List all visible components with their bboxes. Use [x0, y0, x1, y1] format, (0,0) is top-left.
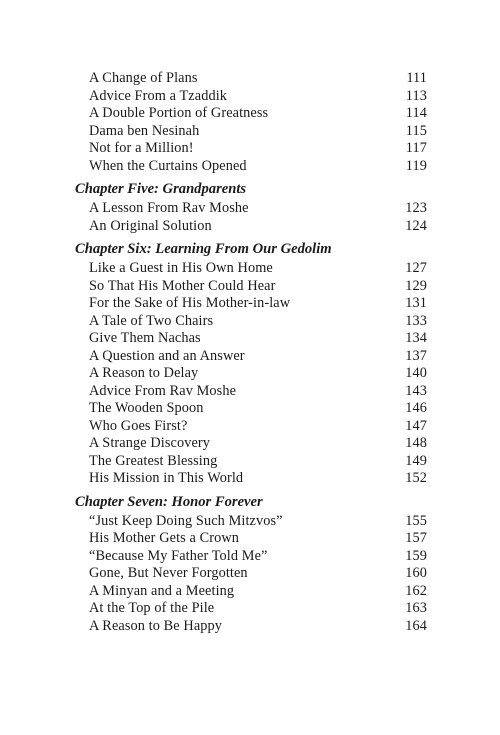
toc-entry	[75, 140, 427, 158]
entry-page-number: 133	[405, 312, 427, 329]
entry-page-number: 146	[405, 400, 427, 416]
chapter-heading: Chapter Five: Grandparents	[75, 181, 247, 197]
entry-title: When the Curtains Opened	[89, 157, 247, 174]
entry-title: The Wooden Spoon	[89, 400, 204, 416]
entry-page-number: 127	[405, 260, 427, 276]
toc-entry	[75, 200, 427, 218]
toc-entry	[75, 383, 427, 401]
toc-entry	[75, 313, 427, 331]
entry-title: Give Them Nachas	[89, 330, 201, 346]
entry-title: Like a Guest in His Own Home	[89, 260, 273, 276]
entry-page-number: 129	[405, 277, 427, 294]
chapter-heading: Chapter Six: Learning From Our Gedolim	[75, 241, 332, 257]
entry-page-number: 162	[405, 582, 427, 599]
toc-entry	[75, 565, 427, 583]
entry-page-number: 149	[405, 452, 427, 469]
entry-page-number: 117	[405, 140, 427, 156]
entry-title: A Lesson From Rav Moshe	[89, 200, 249, 216]
toc-entry	[75, 600, 427, 618]
entry-title: At the Top of the Pile	[89, 600, 215, 616]
entry-title: An Original Solution	[89, 217, 212, 234]
entry-title: Gone, But Never Forgotten	[89, 565, 248, 581]
toc-entry	[75, 278, 427, 296]
toc-entry	[75, 418, 427, 436]
entry-page-number: 140	[405, 365, 427, 381]
entry-page-number: 159	[405, 547, 427, 564]
toc-entry	[75, 158, 427, 176]
entry-page-number: 164	[405, 617, 427, 634]
toc-entry	[75, 618, 427, 636]
toc-entry	[75, 548, 427, 566]
toc-entry	[75, 400, 427, 418]
entry-title: A Reason to Be Happy	[89, 617, 223, 634]
entry-title: His Mission in This World	[89, 470, 244, 486]
entry-title: A Tale of Two Chairs	[89, 312, 214, 329]
entry-page-number: 123	[405, 200, 427, 216]
entry-page-number: 155	[405, 512, 427, 529]
entry-title: His Mother Gets a Crown	[89, 530, 240, 546]
toc-entry	[75, 435, 427, 453]
entry-page-number: 143	[405, 382, 427, 399]
entry-page-number: 134	[405, 330, 427, 346]
entry-page-number: 131	[405, 295, 427, 311]
entry-page-number: 152	[405, 470, 427, 486]
toc-entry	[75, 348, 427, 366]
entry-title: A Double Portion of Greatness	[89, 105, 269, 121]
toc-entry	[75, 530, 427, 548]
toc-entry	[75, 453, 427, 471]
entry-title: For the Sake of His Mother-in-law	[89, 295, 291, 311]
entry-title: Dama ben Nesinah	[89, 122, 200, 139]
entry-page-number: 113	[405, 87, 427, 104]
entry-title: A Strange Discovery	[89, 435, 211, 451]
toc-entry	[75, 470, 427, 488]
entry-title: “Because My Father Told Me”	[89, 547, 268, 564]
entry-title: The Greatest Blessing	[89, 452, 218, 469]
entry-title: Advice From a Tzaddik	[89, 87, 228, 104]
entry-page-number: 148	[405, 435, 427, 451]
entry-title: So That His Mother Could Hear	[89, 277, 276, 294]
toc-entry	[75, 260, 427, 278]
entry-title: A Reason to Delay	[89, 365, 199, 381]
toc-entry	[75, 88, 427, 106]
entry-title: A Question and an Answer	[89, 347, 245, 364]
toc-entry	[75, 295, 427, 313]
entry-page-number: 147	[405, 417, 427, 434]
entry-title: A Change of Plans	[89, 70, 198, 86]
entry-page-number: 160	[405, 565, 427, 581]
entry-page-number: 111	[406, 70, 427, 86]
toc-entry	[75, 105, 427, 123]
entry-page-number: 157	[405, 530, 427, 546]
entry-title: Who Goes First?	[89, 417, 188, 434]
table-of-contents	[75, 70, 427, 635]
entry-page-number: 119	[405, 157, 427, 174]
toc-entry	[75, 218, 427, 236]
toc-entry	[75, 365, 427, 383]
entry-page-number: 137	[405, 347, 427, 364]
chapter-heading: Chapter Seven: Honor Forever	[75, 493, 263, 510]
entry-page-number: 163	[405, 600, 427, 616]
entry-page-number: 114	[405, 105, 427, 121]
toc-entry	[75, 123, 427, 141]
toc-entry	[75, 583, 427, 601]
entry-title: A Minyan and a Meeting	[89, 582, 235, 599]
entry-title: Advice From Rav Moshe	[89, 382, 237, 399]
entry-page-number: 124	[405, 217, 427, 234]
toc-entry	[75, 330, 427, 348]
toc-entry	[75, 70, 427, 88]
entry-title: “Just Keep Doing Such Mitzvos”	[89, 512, 283, 529]
toc-entry	[75, 513, 427, 531]
entry-title: Not for a Million!	[89, 140, 194, 156]
entry-page-number: 115	[405, 122, 427, 139]
